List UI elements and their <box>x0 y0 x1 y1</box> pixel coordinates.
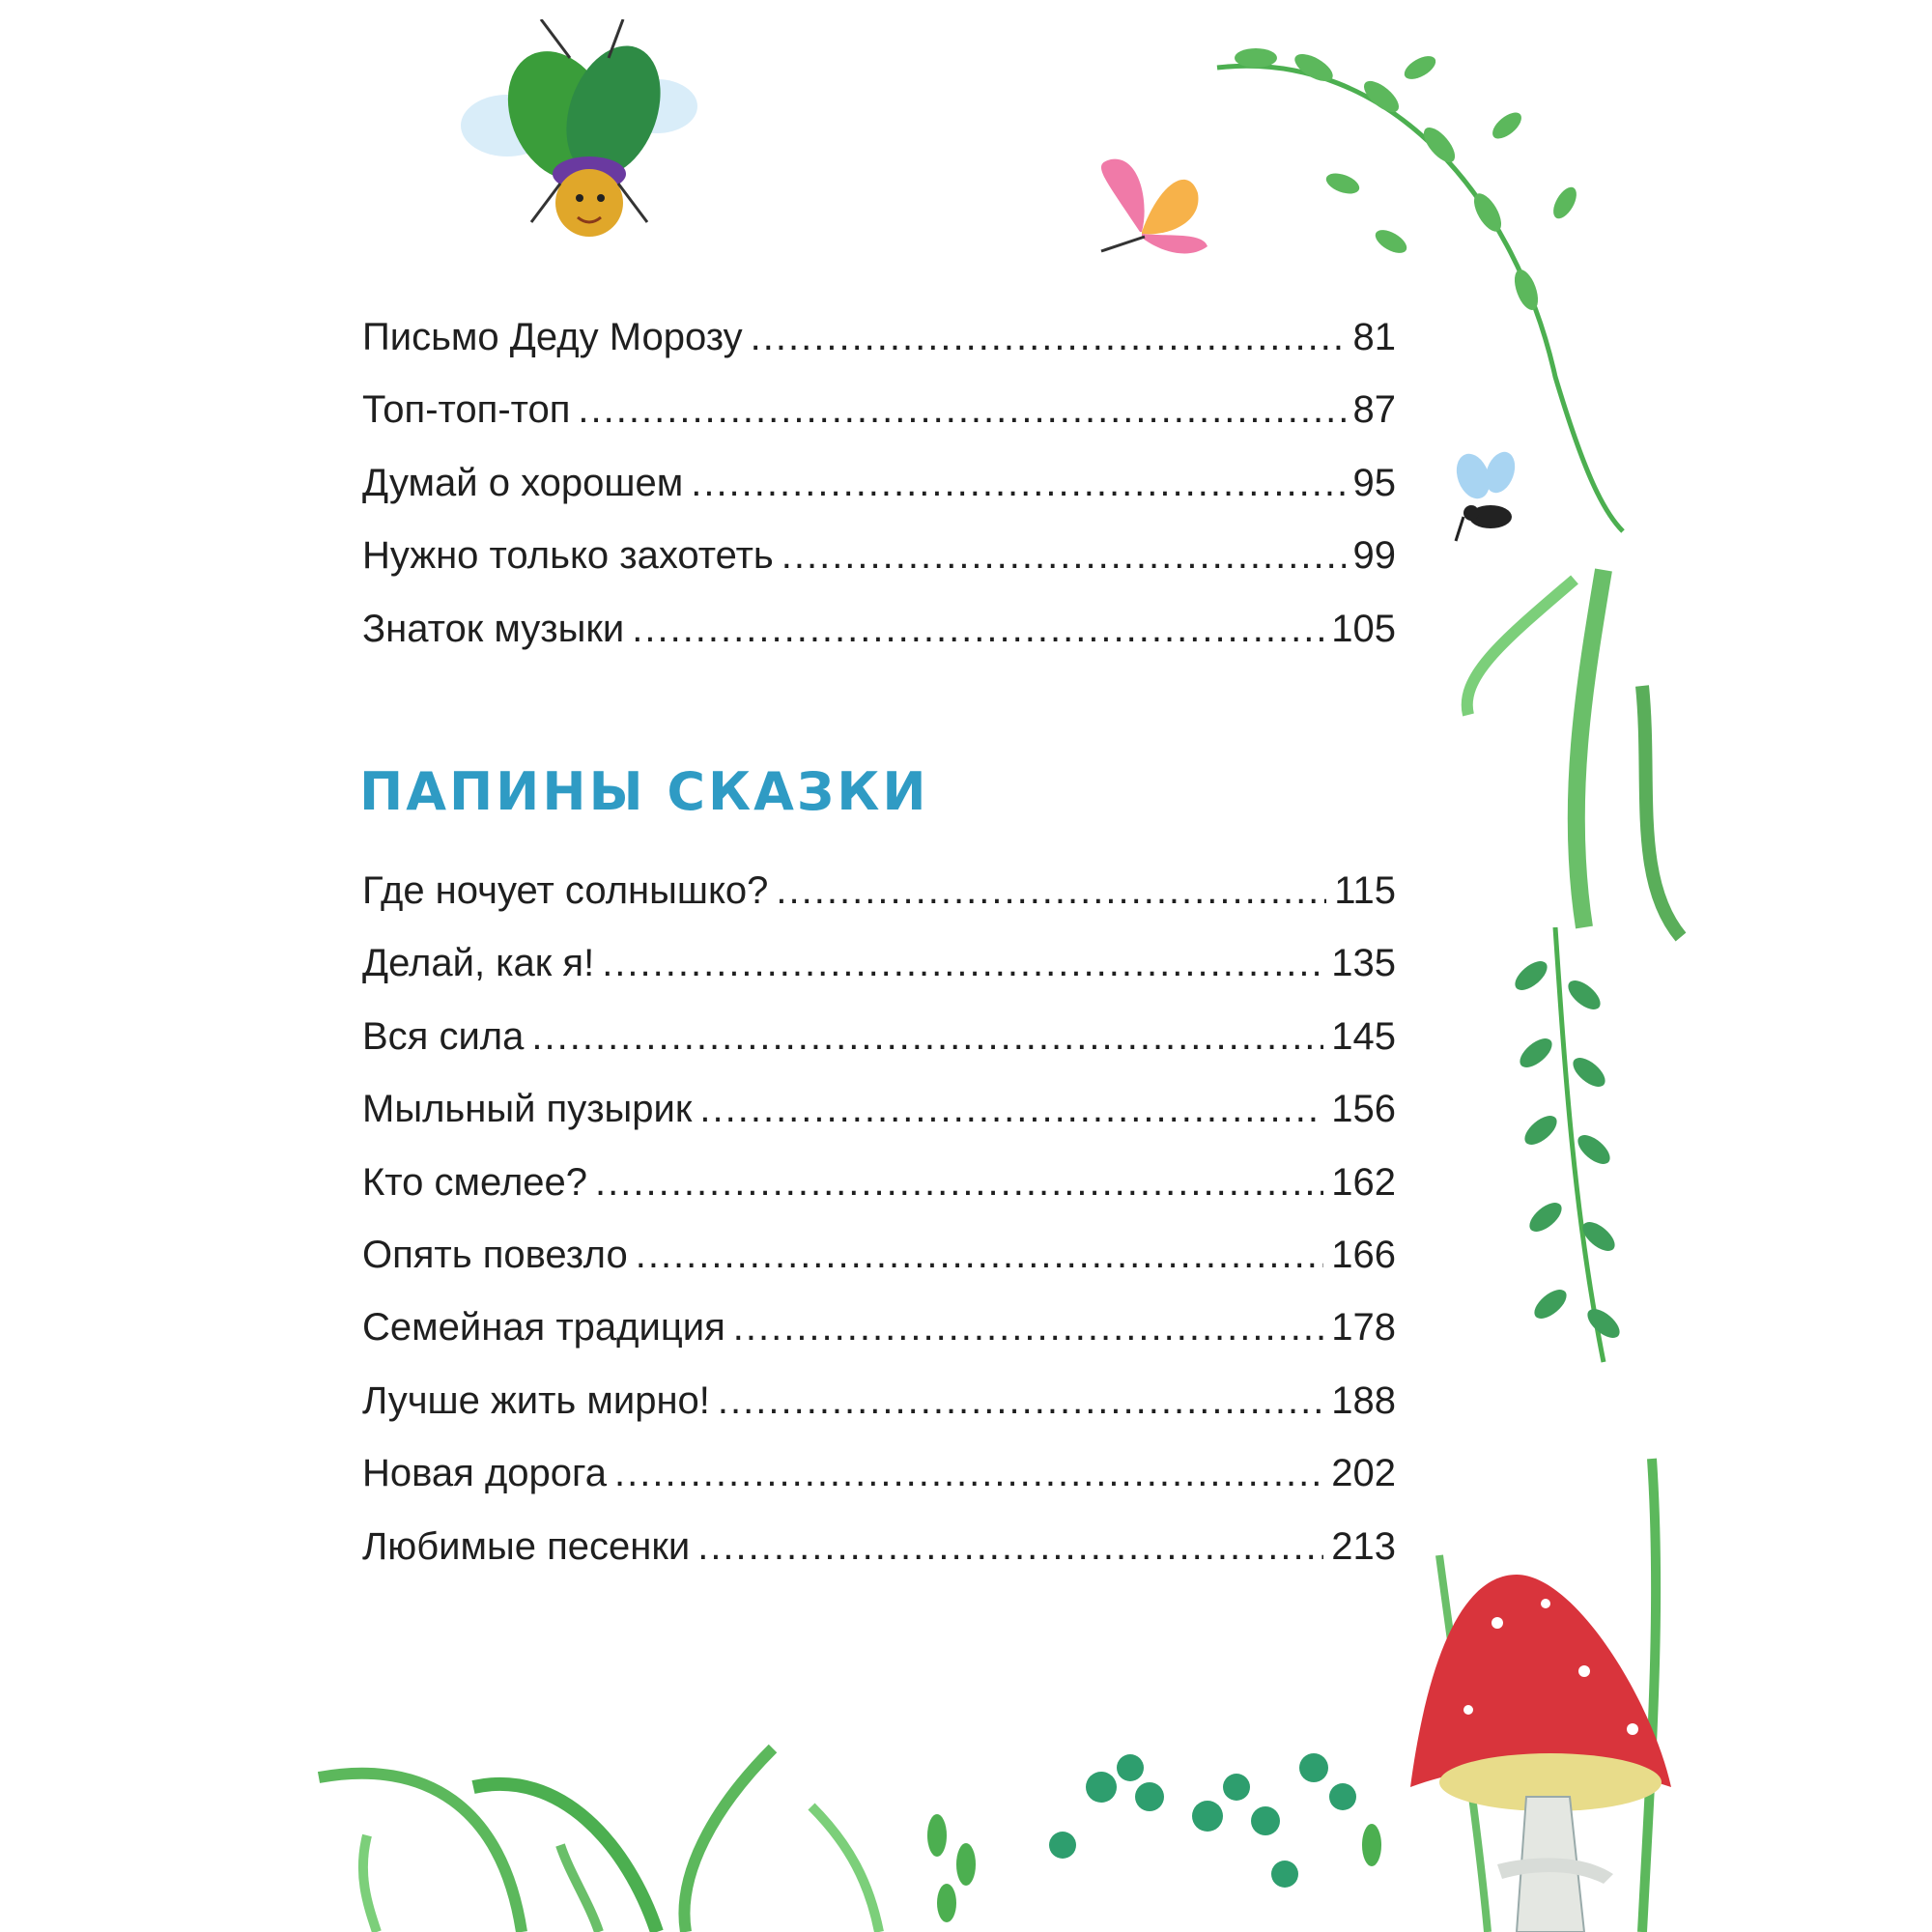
toc-entry-title: Любимые песенки <box>362 1524 691 1568</box>
toc-entry[interactable] <box>362 593 1396 666</box>
toc-leader-dots <box>776 855 1326 927</box>
grass-icon <box>309 1729 1420 1932</box>
toc-entry-page-number: 99 <box>1352 534 1396 578</box>
toc-entry-page-number: 135 <box>1331 942 1396 985</box>
toc-entry[interactable] <box>362 855 1396 927</box>
toc-entry-title: Где ночует солнышко? <box>362 869 769 912</box>
toc-leader-dots <box>602 927 1323 1000</box>
toc-leader-dots <box>781 520 1346 592</box>
toc-entry-title: Знаток музыки <box>362 607 625 650</box>
toc-entry[interactable] <box>362 447 1396 520</box>
toc-leader-dots <box>733 1292 1324 1364</box>
toc-leader-dots <box>632 593 1323 666</box>
toc-list-part1 <box>362 301 1396 666</box>
toc-leader-dots <box>751 301 1346 374</box>
toc-entry-page-number: 188 <box>1331 1378 1396 1422</box>
beetle-icon <box>454 19 705 242</box>
toc-entry-page-number: 178 <box>1331 1306 1396 1350</box>
toc-entry-title: Лучше жить мирно! <box>362 1378 710 1422</box>
toc-entry[interactable] <box>362 1073 1396 1146</box>
toc-entry[interactable] <box>362 301 1396 374</box>
toc-entry-page-number: 145 <box>1331 1014 1396 1058</box>
section-heading: ПАПИНЫ СКАЗКИ <box>359 761 929 822</box>
toc-leader-dots <box>697 1511 1323 1583</box>
toc-entry-title: Письмо Деду Морозу <box>362 316 743 358</box>
toc-entry[interactable] <box>362 1365 1396 1437</box>
toc-entry-page-number: 202 <box>1331 1452 1396 1495</box>
toc-entry-title: Семейная традиция <box>362 1306 725 1350</box>
toc-leader-dots <box>578 374 1345 446</box>
toc-leader-dots <box>699 1073 1323 1146</box>
toc-entry-title: Думай о хорошем <box>362 461 684 504</box>
toc-entry[interactable] <box>362 1292 1396 1364</box>
toc-entry-title: Нужно только захотеть <box>362 534 774 578</box>
toc-leader-dots <box>636 1219 1324 1292</box>
toc-list-part2 <box>362 855 1396 1583</box>
toc-entry-title: Опять повезло <box>362 1233 628 1276</box>
toc-entry-page-number: 213 <box>1331 1524 1396 1568</box>
toc-leader-dots <box>531 1001 1323 1073</box>
toc-entry-page-number: 162 <box>1331 1160 1396 1204</box>
toc-leader-dots <box>691 447 1345 520</box>
butterfly-icon <box>1082 155 1217 270</box>
toc-entry-title: Топ-топ-топ <box>362 388 571 432</box>
toc-entry[interactable] <box>362 520 1396 592</box>
toc-entry-title: Мыльный пузырик <box>362 1088 693 1131</box>
toc-leader-dots <box>718 1365 1323 1437</box>
toc-entry[interactable] <box>362 1437 1396 1510</box>
toc-entry-title: Вся сила <box>362 1014 525 1058</box>
toc-entry-title: Новая дорога <box>362 1452 607 1495</box>
toc-entry[interactable] <box>362 927 1396 1000</box>
toc-entry-page-number: 166 <box>1331 1233 1396 1276</box>
toc-entry[interactable] <box>362 1147 1396 1219</box>
toc-entry[interactable] <box>362 1001 1396 1073</box>
toc-entry-page-number: 81 <box>1352 316 1396 358</box>
toc-leader-dots <box>595 1147 1323 1219</box>
toc-entry-page-number: 95 <box>1352 461 1396 504</box>
toc-leader-dots <box>614 1437 1323 1510</box>
toc-entry-page-number: 156 <box>1331 1088 1396 1131</box>
toc-entry[interactable] <box>362 1511 1396 1583</box>
toc-entry[interactable] <box>362 1219 1396 1292</box>
toc-entry[interactable] <box>362 374 1396 446</box>
mushroom-icon <box>1391 1565 1681 1932</box>
toc-entry-page-number: 87 <box>1352 388 1396 432</box>
toc-entry-page-number: 105 <box>1331 607 1396 650</box>
toc-entry-page-number: 115 <box>1334 869 1396 912</box>
toc-entry-title: Кто смелее? <box>362 1160 588 1204</box>
toc-entry-title: Делай, как я! <box>362 942 595 985</box>
